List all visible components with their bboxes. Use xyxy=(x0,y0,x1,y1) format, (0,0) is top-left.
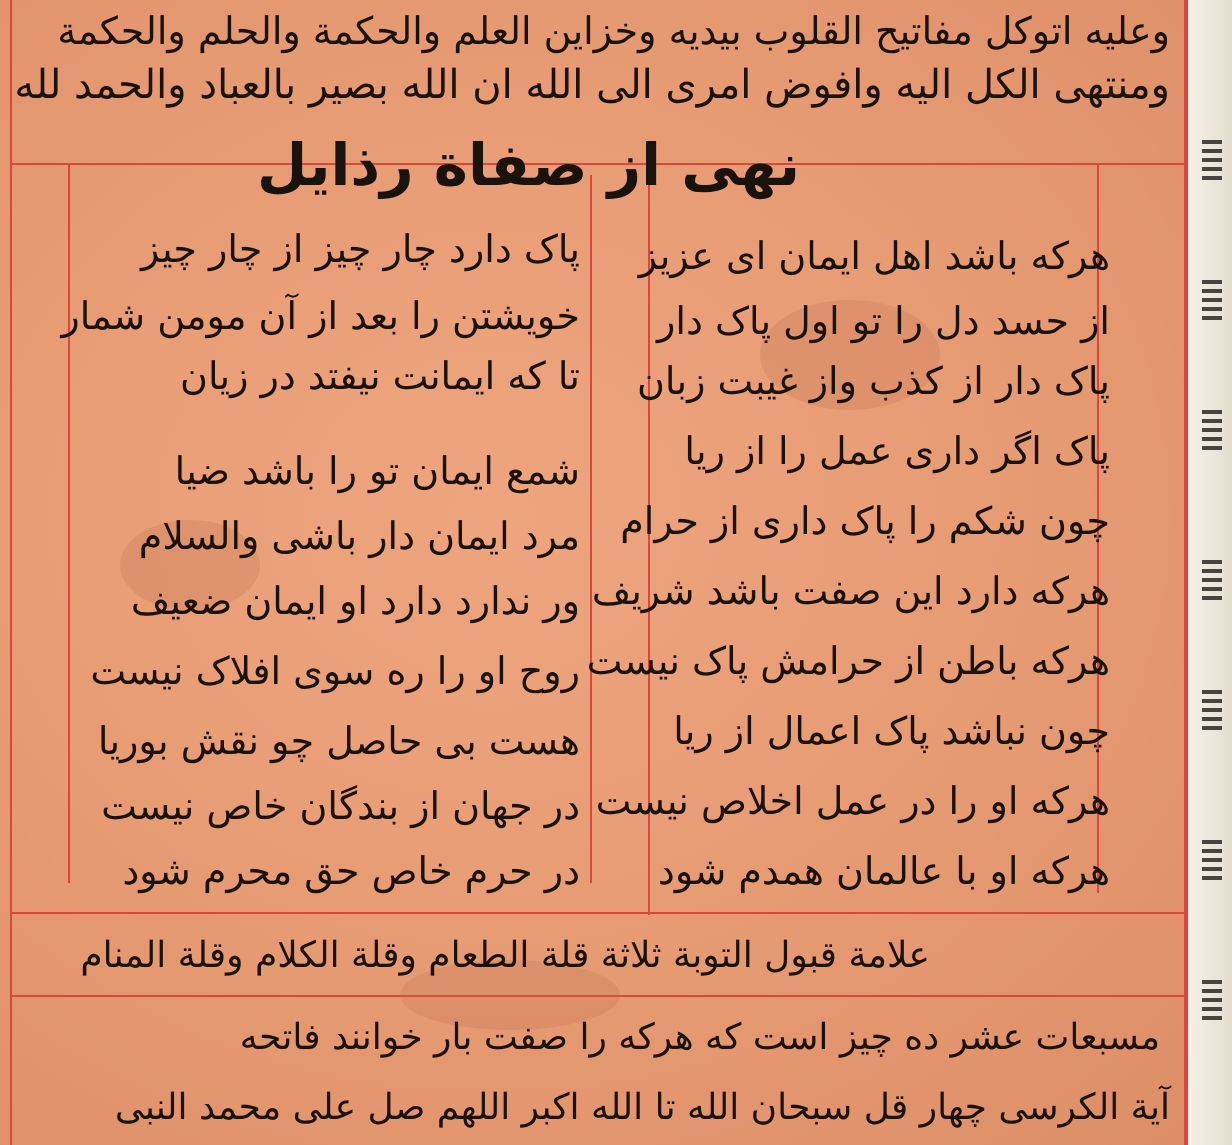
adjacent-page-edge xyxy=(1186,0,1232,1145)
verse-right-7: هرکه باطن از حرامش پاک نیست xyxy=(586,639,1110,683)
verse-right-3: پاک دار از کذب واز غیبت زبان xyxy=(637,359,1110,403)
footer-line-2: مسبعات عشر ده چیز است که هرکه را صفت بار خوانند فاتحه xyxy=(239,1017,1160,1058)
edge-ink-mark xyxy=(1202,280,1222,322)
verse-right-2: از حسد دل را تو اول پاک دار xyxy=(657,299,1110,343)
verse-left-9: در جهان از بندگان خاص نیست xyxy=(101,784,580,828)
verse-left-1: پاک دارد چار چیز از چار چیز xyxy=(141,227,580,271)
verse-right-6: هرکه دارد این صفت باشد شریف xyxy=(591,569,1110,613)
verse-left-6: ور ندارد دارد او ایمان ضعیف xyxy=(130,579,580,623)
verse-left-7: روح او را ره سوی افلاک نیست xyxy=(90,649,580,693)
column-rule-1 xyxy=(68,163,70,883)
top-line-1: وعلیه اتوکل مفاتیح القلوب بیدیه وخزاین العلم والحکمة والحلم والحکمة xyxy=(57,9,1170,53)
edge-ink-mark xyxy=(1202,690,1222,732)
footer-line-3: آیة الکرسی چهار قل سبحان الله تا الله اکبر اللهم صل علی محمد النبی xyxy=(114,1087,1170,1128)
verse-right-8: چون نباشد پاک اعمال از ریا xyxy=(673,709,1110,753)
verse-left-10: در حرم خاص حق محرم شود xyxy=(122,849,580,893)
edge-ink-mark xyxy=(1202,980,1222,1022)
verse-right-10: هرکه او با عالمان همدم شود xyxy=(657,849,1110,893)
edge-ink-mark xyxy=(1202,840,1222,882)
verse-left-5: مرد ایمان دار باشی والسلام xyxy=(138,514,580,558)
verse-right-4: پاک اگر داری عمل را از ریا xyxy=(684,429,1110,473)
footer-line-1: علامة قبول التوبة ثلاثة قلة الطعام وقلة الکلام وقلة المنام xyxy=(80,935,930,976)
verse-left-4: شمع ایمان تو را باشد ضیا xyxy=(174,449,580,493)
verse-left-3: تا که ایمانت نیفتد در زیان xyxy=(180,354,580,398)
rule-above-footer xyxy=(10,912,1186,914)
verse-left-8: هست بی حاصل چو نقش بوریا xyxy=(97,719,580,763)
edge-ink-mark xyxy=(1202,140,1222,182)
verse-left-2: خویشتن را بعد از آن مومن شمار xyxy=(61,294,580,338)
margin-rule-left xyxy=(10,0,12,1145)
column-rule-2 xyxy=(590,175,592,883)
verse-right-1: هرکه باشد اهل ایمان ای عزیز xyxy=(638,234,1110,278)
edge-ink-mark xyxy=(1202,410,1222,452)
verse-right-9: هرکه او را در عمل اخلاص نیست xyxy=(595,779,1110,823)
top-line-2: ومنتهی الکل الیه وافوض امری الی الله ان الله بصیر بالعباد والحمد لله xyxy=(14,62,1170,108)
edge-ink-mark xyxy=(1202,560,1222,602)
verse-right-5: چون شکم را پاک داری از حرام xyxy=(620,499,1110,543)
section-heading: نهی از صفاة رذایل xyxy=(257,131,800,199)
